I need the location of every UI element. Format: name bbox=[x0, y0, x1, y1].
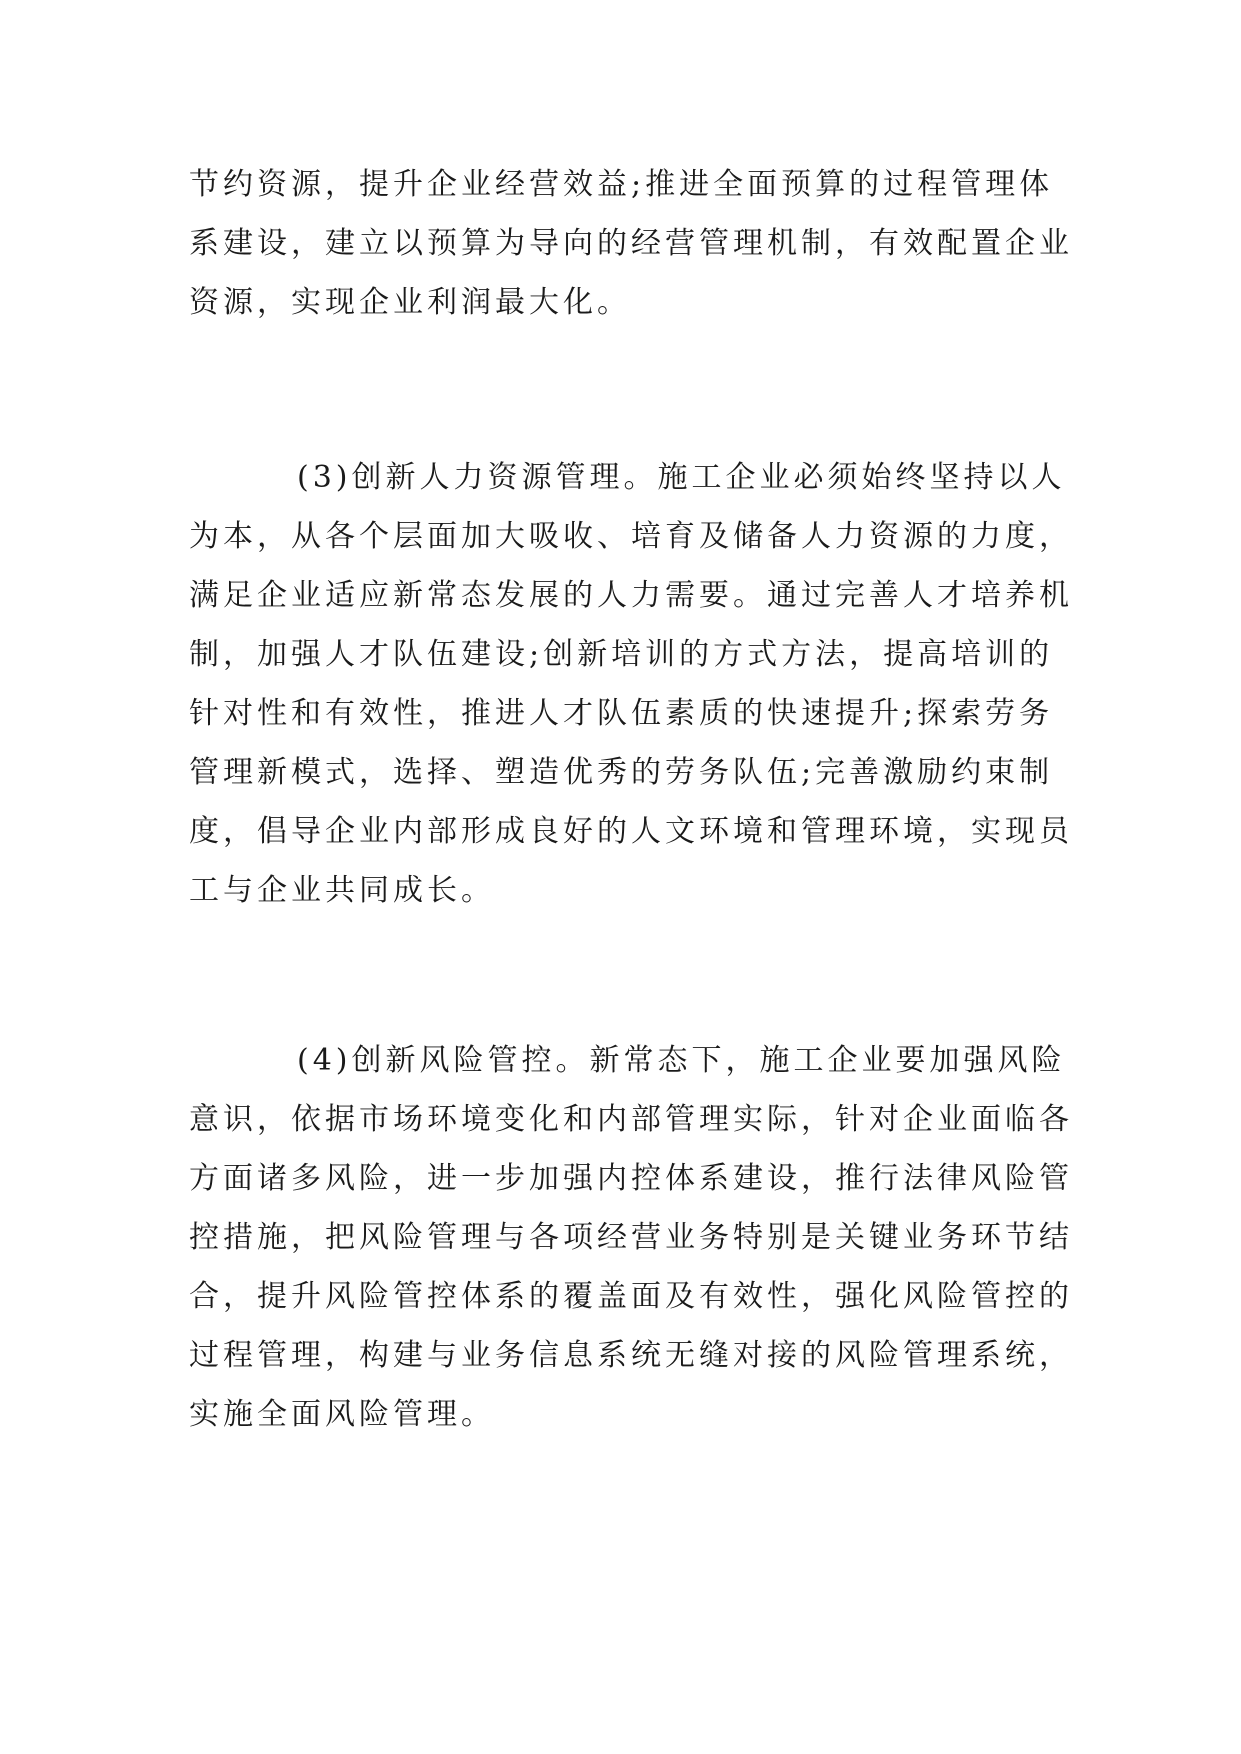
paragraph-line: 工与企业共同成长。 bbox=[189, 873, 495, 908]
paragraph-line: 系建设，建立以预算为导向的经营管理机制，有效配置企业 bbox=[189, 226, 1073, 261]
paragraph-line: 资源，实现企业利润最大化。 bbox=[189, 285, 631, 320]
paragraph-line: 针对性和有效性，推进人才队伍素质的快速提升;探索劳务 bbox=[189, 696, 1054, 731]
paragraph-line: (4)创新风险管控。新常态下，施工企业要加强风险 bbox=[297, 1043, 1066, 1078]
paragraph-line: 满足企业适应新常态发展的人力需要。通过完善人才培养机 bbox=[189, 578, 1073, 613]
paragraph-human-resources bbox=[189, 448, 1073, 920]
paragraph-line: 为本，从各个层面加大吸收、培育及储备人力资源的力度， bbox=[189, 519, 1073, 554]
paragraph-line: 管理新模式，选择、塑造优秀的劳务队伍;完善激励约束制 bbox=[189, 755, 1054, 790]
paragraph-line: (3)创新人力资源管理。施工企业必须始终坚持以人 bbox=[297, 460, 1066, 495]
paragraph-line: 实施全面风险管理。 bbox=[189, 1397, 495, 1432]
paragraph-line: 节约资源，提升企业经营效益;推进全面预算的过程管理体 bbox=[189, 167, 1054, 202]
paragraph-line: 控措施，把风险管理与各项经营业务特别是关键业务环节结 bbox=[189, 1220, 1073, 1255]
paragraph-line: 制，加强人才队伍建设;创新培训的方式方法，提高培训的 bbox=[189, 637, 1054, 672]
paragraph-line: 意识，依据市场环境变化和内部管理实际，针对企业面临各 bbox=[189, 1102, 1073, 1137]
paragraph-budget-management bbox=[189, 155, 1073, 332]
paragraph-line: 度，倡导企业内部形成良好的人文环境和管理环境，实现员 bbox=[189, 814, 1073, 849]
paragraph-line: 过程管理，构建与业务信息系统无缝对接的风险管理系统， bbox=[189, 1338, 1073, 1373]
paragraph-line: 合，提升风险管控体系的覆盖面及有效性，强化风险管控的 bbox=[189, 1279, 1073, 1314]
paragraph-risk-control bbox=[189, 1031, 1073, 1444]
paragraph-line: 方面诸多风险，进一步加强内控体系建设，推行法律风险管 bbox=[189, 1161, 1073, 1196]
